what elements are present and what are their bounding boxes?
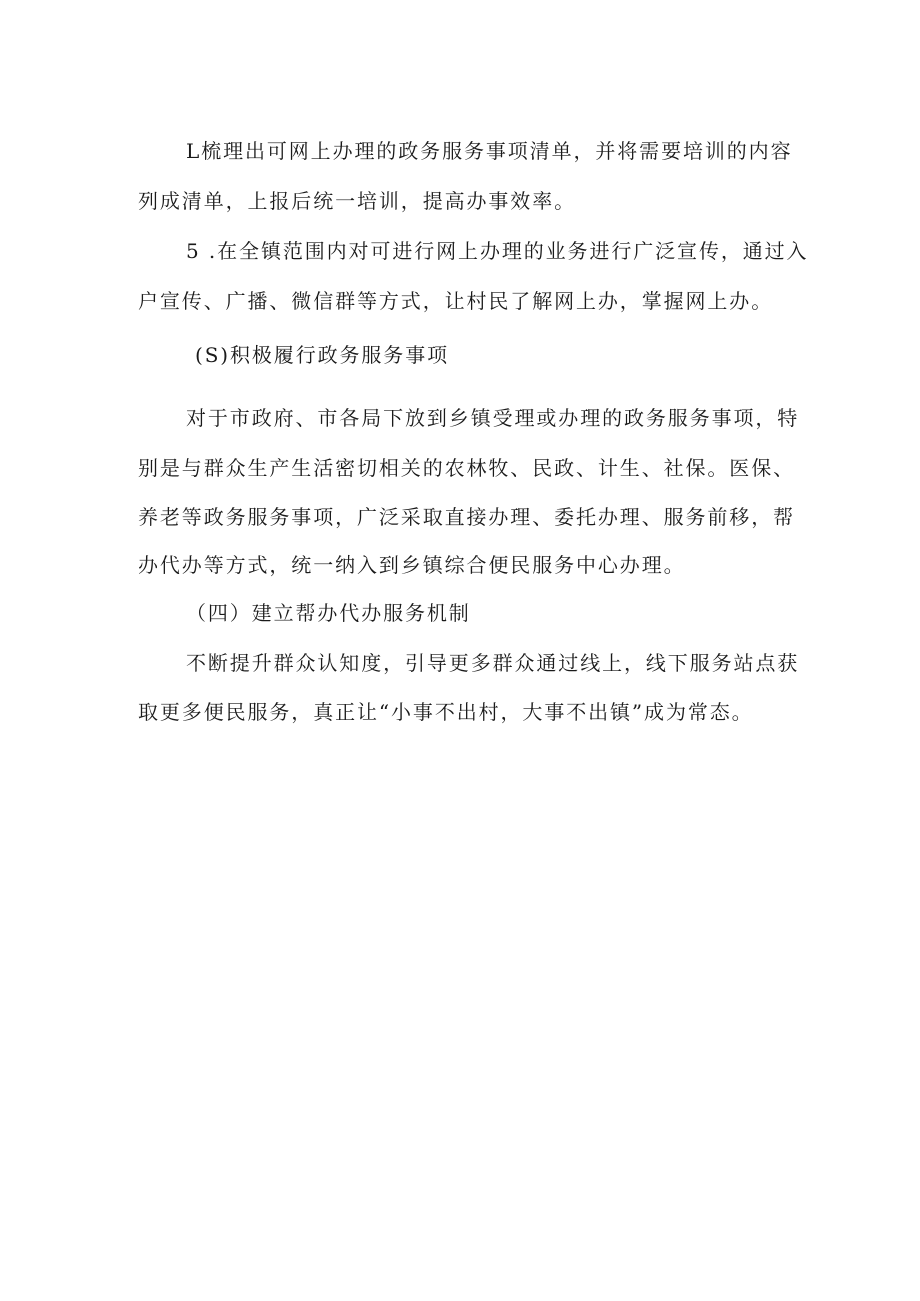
section-heading-s: (S)积极履行政务服务事项 bbox=[195, 343, 450, 367]
paragraph-item-l-line-2: 列成清单，上报后统一培训，提高办事效率。 bbox=[138, 189, 576, 213]
paragraph-item-5-line-2: 户宣传、广播、微信群等方式，让村民了解网上办，掌握网上办。 bbox=[138, 289, 774, 313]
paragraph-mechanism-line-1: 不断提升群众认知度，引导更多群众通过线上，线下服务站点获 bbox=[186, 651, 800, 675]
paragraph-item-5-line-1: 5 .在全镇范围内对可进行网上办理的业务进行广泛宣传，通过入 bbox=[186, 239, 809, 263]
paragraph-matters-line-4: 办代办等方式，统一纳入到乡镇综合便民服务中心办理。 bbox=[138, 553, 686, 577]
paragraph-item-l-line-1: L梳理出可网上办理的政务服务事项清单，并将需要培训的内容 bbox=[186, 139, 793, 163]
paragraph-matters-line-1: 对于市政府、市各局下放到乡镇受理或办理的政务服务事项，特 bbox=[186, 406, 800, 430]
paragraph-mechanism-line-2: 取更多便民服务，真正让“小事不出村，大事不出镇”成为常态。 bbox=[138, 700, 754, 724]
paragraph-matters-line-3: 养老等政务服务事项，广泛采取直接办理、委托办理、服务前移，帮 bbox=[138, 505, 795, 529]
section-heading-4: （四）建立帮办代办服务机制 bbox=[186, 601, 471, 625]
paragraph-matters-line-2: 别是与群众生产生活密切相关的农林牧、民政、计生、社保。医保、 bbox=[138, 456, 795, 480]
